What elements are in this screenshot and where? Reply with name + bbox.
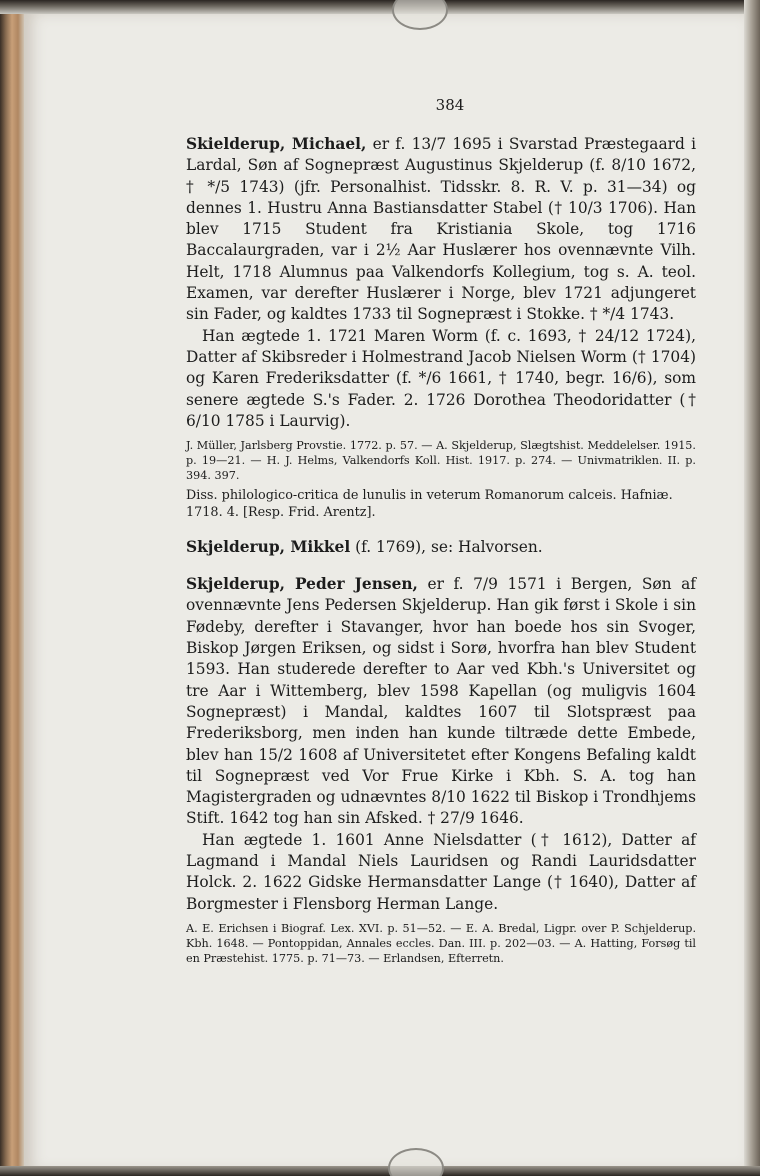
- entry-body: [186, 134, 696, 326]
- entry-michael-skielderup: [186, 134, 696, 521]
- entry-peder-jensen-skjelderup: [186, 574, 696, 966]
- page-content: [186, 96, 696, 970]
- page-right-edge: [744, 0, 760, 1176]
- entry-text: er f. 7/9 1571 i Bergen, Søn af ovennævnte Jens Pedersen Skjelderup. Han gik først i Skole i sin Fødeby, derefter i Stavanger, hvor han boede hos sin Svoger, Biskop Jørgen Eriksen, og sidst i Sorø, hvorfra han blev Student 1593. Han studerede derefter to Aar ved Kbh.'s Universitet og tre Aar i Wittemberg, blev 1598 Kapellan (og muligvis 1604 Sognepræst) i Mandal, kaldtes 1607 til Slotspræst paa Frederiksborg, men inden han kunde tiltræde dette Embede, blev han 15/2 1608 af Universitetet efter Kongens Befaling kaldt til Sognepræst ved Vor Frue Kirke i Kbh. S. A. tog han Magistergraden og udnævntes 8/10 1622 til Biskop i Trondhjems Stift. 1642 tog han sin Afsked. † 27/9 1646.: [186, 575, 696, 828]
- entry-see-reference: (f. 1769), se: Halvorsen.: [350, 538, 543, 557]
- entry-works: Diss. philologico-critica de lunulis in veterum Romanorum calceis. Hafniæ. 1718. 4. [Resp. Frid. Arentz].: [186, 488, 673, 521]
- entry-mikkel-skjelderup: [186, 537, 696, 558]
- page-bottom-edge: [0, 1166, 760, 1176]
- page-top-edge: [0, 0, 760, 14]
- entry-marriage: Han ægtede 1. 1721 Maren Worm (f. c. 1693, † 24/12 1724), Datter af Skibsreder i Holmestrand Jacob Nielsen Worm († 1704) og Karen Frederiksdatter (f. */6 1661, † 1740, begr. 16/6), som senere ægtede S.'s Fader. 2. 1726 Dorothea Theodoridatter († 6/10 1785 i Laurvig).: [186, 326, 696, 430]
- entry-name: Skielderup, Michael,: [186, 135, 367, 153]
- entry-references: A. E. Erichsen i Biograf. Lex. XVI. p. 51—52. — E. A. Bredal, Ligpr. over P. Schjelderup. Kbh. 1648. — Pontoppidan, Annales eccles. Dan. III. p. 202—03. — A. Hatting, Forsøg til en Præstehist. 1775. p. 71—73. — Erlandsen, Efterretn.: [186, 921, 696, 965]
- entry-name: Skjelderup, Peder Jensen,: [186, 575, 418, 594]
- page-number: 384: [435, 96, 465, 114]
- entry-body: [186, 574, 696, 830]
- entry-references: J. Müller, Jarlsberg Provstie. 1772. p. 57. — A. Skjelderup, Slægtshist. Meddelelser. 1915. p. 19—21. — H. J. Helms, Valkendorfs Koll. Hist. 1917. p. 274. — Univmatriklen. II. p. 394. 397.: [186, 439, 696, 483]
- entry-text: er f. 13/7 1695 i Svarstad Præstegaard i Lardal, Søn af Sognepræst Augustinus Skjelderup (f. 8/10 1672, † */5 1743) (jfr. Personalhist. Tidsskr. 8. R. V. p. 31—34) og dennes 1. Hustru Anna Bastiansdatter Stabel († 10/3 1706). Han blev 1715 Student fra Kristiania Skole, tog 1716 Baccalaurgraden, var i 2½ Aar Huslærer hos ovennævnte Vilh. Helt, 1718 Alumnus paa Valkendorfs Kollegium, tog s. A. teol. Examen, var derefter Huslærer i Norge, blev 1721 adjungeret sin Fader, og kaldtes 1733 til Sognepræst i Stokke. † */4 1743.: [186, 135, 696, 324]
- entry-marriage: Han ægtede 1. 1601 Anne Nielsdatter († 1612), Datter af Lagmand i Mandal Niels Lauridsen og Randi Lauridsdatter Holck. 2. 1622 Gidske Hermansdatter Lange († 1640), Datter af Borgmester i Flensborg Herman Lange.: [186, 830, 696, 913]
- entry-name: Skjelderup, Mikkel: [186, 538, 351, 557]
